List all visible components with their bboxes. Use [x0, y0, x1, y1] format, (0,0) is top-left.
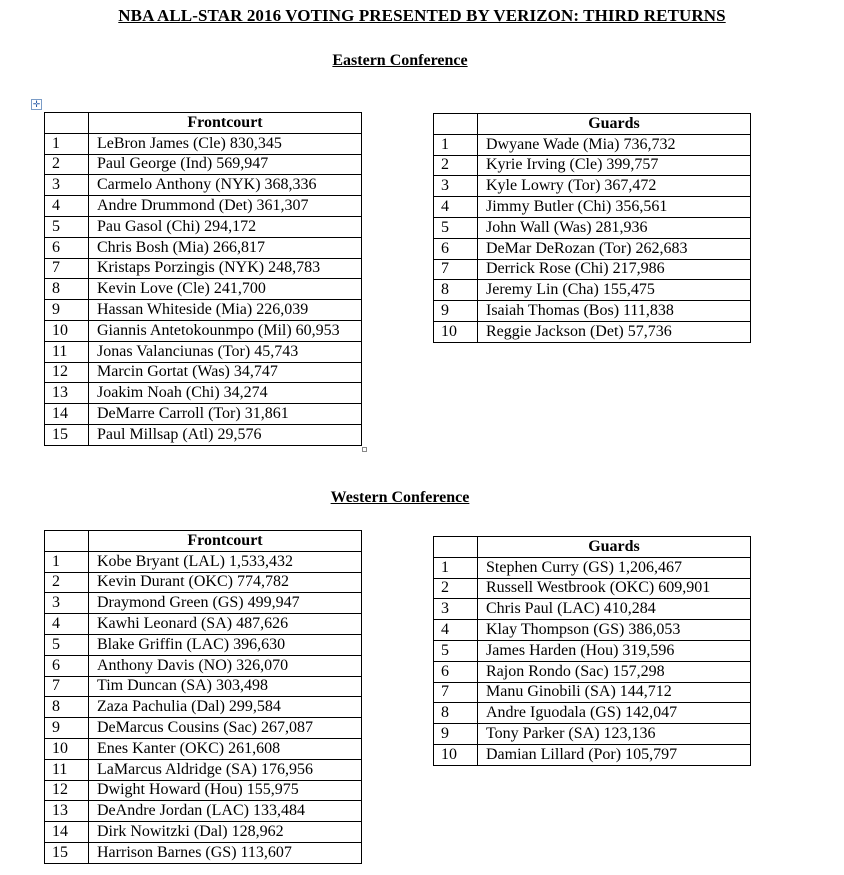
western-guards-table	[433, 536, 751, 766]
player-votes-cell: DeAndre Jordan (LAC) 133,484	[89, 801, 362, 822]
player-votes-cell: Kevin Love (Cle) 241,700	[89, 279, 362, 300]
player-votes-cell: Marcin Gortat (Was) 34,747	[89, 362, 362, 383]
header-spacer	[434, 537, 478, 558]
player-votes-cell: Blake Griffin (LAC) 396,630	[89, 634, 362, 655]
player-votes-cell: Damian Lillard (Por) 105,797	[478, 744, 751, 765]
rank-cell: 10	[434, 321, 478, 342]
page-title: NBA ALL-STAR 2016 VOTING PRESENTED BY VERIZON: THIRD RETURNS	[118, 6, 726, 25]
table-header: Frontcourt	[89, 531, 362, 552]
player-votes-cell: Draymond Green (GS) 499,947	[89, 593, 362, 614]
player-votes-cell: James Harden (Hou) 319,596	[478, 640, 751, 661]
rank-cell: 4	[434, 620, 478, 641]
table-row	[45, 676, 362, 697]
player-votes-cell: Zaza Pachulia (Dal) 299,584	[89, 697, 362, 718]
table-row	[45, 738, 362, 759]
player-votes-cell: Chris Bosh (Mia) 266,817	[89, 237, 362, 258]
table-row	[434, 217, 751, 238]
rank-cell: 15	[45, 424, 89, 445]
player-votes-cell: Kyle Lowry (Tor) 367,472	[478, 176, 751, 197]
rank-cell: 2	[434, 578, 478, 599]
rank-cell: 7	[45, 676, 89, 697]
player-votes-cell: DeMar DeRozan (Tor) 262,683	[478, 238, 751, 259]
rank-cell: 10	[45, 738, 89, 759]
player-votes-cell: Andre Iguodala (GS) 142,047	[478, 703, 751, 724]
rank-cell: 13	[45, 801, 89, 822]
table-row	[45, 655, 362, 676]
western-frontcourt-table	[44, 530, 362, 864]
player-votes-cell: LaMarcus Aldridge (SA) 176,956	[89, 759, 362, 780]
rank-cell: 6	[434, 661, 478, 682]
table-row	[45, 196, 362, 217]
rank-cell: 13	[45, 383, 89, 404]
rank-cell: 7	[434, 259, 478, 280]
player-votes-cell: Hassan Whiteside (Mia) 226,039	[89, 300, 362, 321]
resize-handle-icon[interactable]	[362, 447, 367, 452]
player-votes-cell: John Wall (Was) 281,936	[478, 217, 751, 238]
rank-cell: 5	[434, 217, 478, 238]
player-votes-cell: Tim Duncan (SA) 303,498	[89, 676, 362, 697]
rank-cell: 9	[45, 718, 89, 739]
table-row	[45, 383, 362, 404]
rank-cell: 1	[434, 557, 478, 578]
rank-cell: 8	[434, 703, 478, 724]
rank-cell: 14	[45, 822, 89, 843]
table-row	[434, 301, 751, 322]
table-row	[434, 599, 751, 620]
table-row	[434, 724, 751, 745]
player-votes-cell: Rajon Rondo (Sac) 157,298	[478, 661, 751, 682]
rank-cell: 6	[434, 238, 478, 259]
table-row	[45, 718, 362, 739]
rank-cell: 12	[45, 362, 89, 383]
rank-cell: 8	[45, 697, 89, 718]
player-votes-cell: Paul George (Ind) 569,947	[89, 154, 362, 175]
table-row	[45, 697, 362, 718]
table-row	[434, 197, 751, 218]
rank-cell: 14	[45, 404, 89, 425]
table-row	[45, 258, 362, 279]
player-votes-cell: Paul Millsap (Atl) 29,576	[89, 424, 362, 445]
rank-cell: 10	[45, 320, 89, 341]
rank-cell: 2	[45, 572, 89, 593]
rank-cell: 7	[45, 258, 89, 279]
player-votes-cell: Dirk Nowitzki (Dal) 128,962	[89, 822, 362, 843]
rank-cell: 8	[434, 280, 478, 301]
player-votes-cell: Chris Paul (LAC) 410,284	[478, 599, 751, 620]
table-row	[434, 176, 751, 197]
rank-cell: 1	[434, 134, 478, 155]
player-votes-cell: Russell Westbrook (OKC) 609,901	[478, 578, 751, 599]
rank-cell: 3	[45, 593, 89, 614]
table-row	[45, 780, 362, 801]
table-row	[45, 842, 362, 863]
player-votes-cell: Stephen Curry (GS) 1,206,467	[478, 557, 751, 578]
table-header: Guards	[478, 114, 751, 135]
player-votes-cell: Andre Drummond (Det) 361,307	[89, 196, 362, 217]
eastern-guards-table	[433, 113, 751, 343]
player-votes-cell: Kobe Bryant (LAL) 1,533,432	[89, 551, 362, 572]
rank-cell: 11	[45, 759, 89, 780]
table-row	[434, 744, 751, 765]
table-row	[45, 634, 362, 655]
header-spacer	[45, 113, 89, 134]
player-votes-cell: Dwyane Wade (Mia) 736,732	[478, 134, 751, 155]
player-votes-cell: Giannis Antetokounmpo (Mil) 60,953	[89, 320, 362, 341]
rank-cell: 8	[45, 279, 89, 300]
table-row	[434, 620, 751, 641]
table-row	[434, 578, 751, 599]
table-row	[45, 216, 362, 237]
rank-cell: 11	[45, 341, 89, 362]
player-votes-cell: Kyrie Irving (Cle) 399,757	[478, 155, 751, 176]
player-votes-cell: Klay Thompson (GS) 386,053	[478, 620, 751, 641]
table-row	[434, 259, 751, 280]
rank-cell: 15	[45, 842, 89, 863]
table-row	[434, 238, 751, 259]
table-header: Frontcourt	[89, 113, 362, 134]
player-votes-cell: Jeremy Lin (Cha) 155,475	[478, 280, 751, 301]
table-row	[45, 593, 362, 614]
table-row	[45, 759, 362, 780]
player-votes-cell: Tony Parker (SA) 123,136	[478, 724, 751, 745]
table-row	[45, 362, 362, 383]
player-votes-cell: Reggie Jackson (Det) 57,736	[478, 321, 751, 342]
rank-cell: 3	[434, 176, 478, 197]
rank-cell: 3	[45, 175, 89, 196]
player-votes-cell: Carmelo Anthony (NYK) 368,336	[89, 175, 362, 196]
rank-cell: 10	[434, 744, 478, 765]
rank-cell: 7	[434, 682, 478, 703]
rank-cell: 6	[45, 655, 89, 676]
player-votes-cell: Kawhi Leonard (SA) 487,626	[89, 614, 362, 635]
table-row	[45, 133, 362, 154]
eastern-frontcourt-table	[44, 112, 362, 446]
player-votes-cell: Kristaps Porzingis (NYK) 248,783	[89, 258, 362, 279]
player-votes-cell: Pau Gasol (Chi) 294,172	[89, 216, 362, 237]
rank-cell: 5	[434, 640, 478, 661]
table-row	[434, 280, 751, 301]
rank-cell: 12	[45, 780, 89, 801]
eastern-conference-heading: Eastern Conference	[332, 52, 468, 69]
rank-cell: 5	[45, 634, 89, 655]
rank-cell: 9	[434, 724, 478, 745]
player-votes-cell: DeMarre Carroll (Tor) 31,861	[89, 404, 362, 425]
table-row	[45, 822, 362, 843]
table-row	[434, 640, 751, 661]
player-votes-cell: Enes Kanter (OKC) 261,608	[89, 738, 362, 759]
table-row	[434, 134, 751, 155]
table-row	[434, 557, 751, 578]
table-row	[45, 801, 362, 822]
table-row	[45, 175, 362, 196]
rank-cell: 9	[434, 301, 478, 322]
table-row	[434, 661, 751, 682]
rank-cell: 2	[434, 155, 478, 176]
table-row	[45, 341, 362, 362]
table-row	[434, 682, 751, 703]
table-header: Guards	[478, 537, 751, 558]
table-row	[45, 404, 362, 425]
rank-cell: 1	[45, 133, 89, 154]
table-row	[45, 572, 362, 593]
table-row	[434, 321, 751, 342]
rank-cell: 5	[45, 216, 89, 237]
table-row	[45, 614, 362, 635]
move-handle-icon[interactable]: ✛	[32, 99, 41, 109]
header-spacer	[434, 114, 478, 135]
table-row	[45, 320, 362, 341]
table-row	[45, 424, 362, 445]
player-votes-cell: Jimmy Butler (Chi) 356,561	[478, 197, 751, 218]
player-votes-cell: Derrick Rose (Chi) 217,986	[478, 259, 751, 280]
table-row	[45, 300, 362, 321]
rank-cell: 1	[45, 551, 89, 572]
player-votes-cell: Harrison Barnes (GS) 113,607	[89, 842, 362, 863]
player-votes-cell: Kevin Durant (OKC) 774,782	[89, 572, 362, 593]
rank-cell: 4	[434, 197, 478, 218]
rank-cell: 9	[45, 300, 89, 321]
rank-cell: 6	[45, 237, 89, 258]
player-votes-cell: DeMarcus Cousins (Sac) 267,087	[89, 718, 362, 739]
player-votes-cell: Joakim Noah (Chi) 34,274	[89, 383, 362, 404]
table-row	[45, 551, 362, 572]
table-row	[45, 154, 362, 175]
player-votes-cell: Anthony Davis (NO) 326,070	[89, 655, 362, 676]
player-votes-cell: LeBron James (Cle) 830,345	[89, 133, 362, 154]
player-votes-cell: Manu Ginobili (SA) 144,712	[478, 682, 751, 703]
rank-cell: 3	[434, 599, 478, 620]
player-votes-cell: Jonas Valanciunas (Tor) 45,743	[89, 341, 362, 362]
rank-cell: 4	[45, 196, 89, 217]
western-conference-heading: Western Conference	[330, 489, 470, 506]
rank-cell: 2	[45, 154, 89, 175]
rank-cell: 4	[45, 614, 89, 635]
player-votes-cell: Isaiah Thomas (Bos) 111,838	[478, 301, 751, 322]
table-row	[434, 155, 751, 176]
header-spacer	[45, 531, 89, 552]
table-row	[45, 237, 362, 258]
player-votes-cell: Dwight Howard (Hou) 155,975	[89, 780, 362, 801]
table-row	[434, 703, 751, 724]
table-row	[45, 279, 362, 300]
